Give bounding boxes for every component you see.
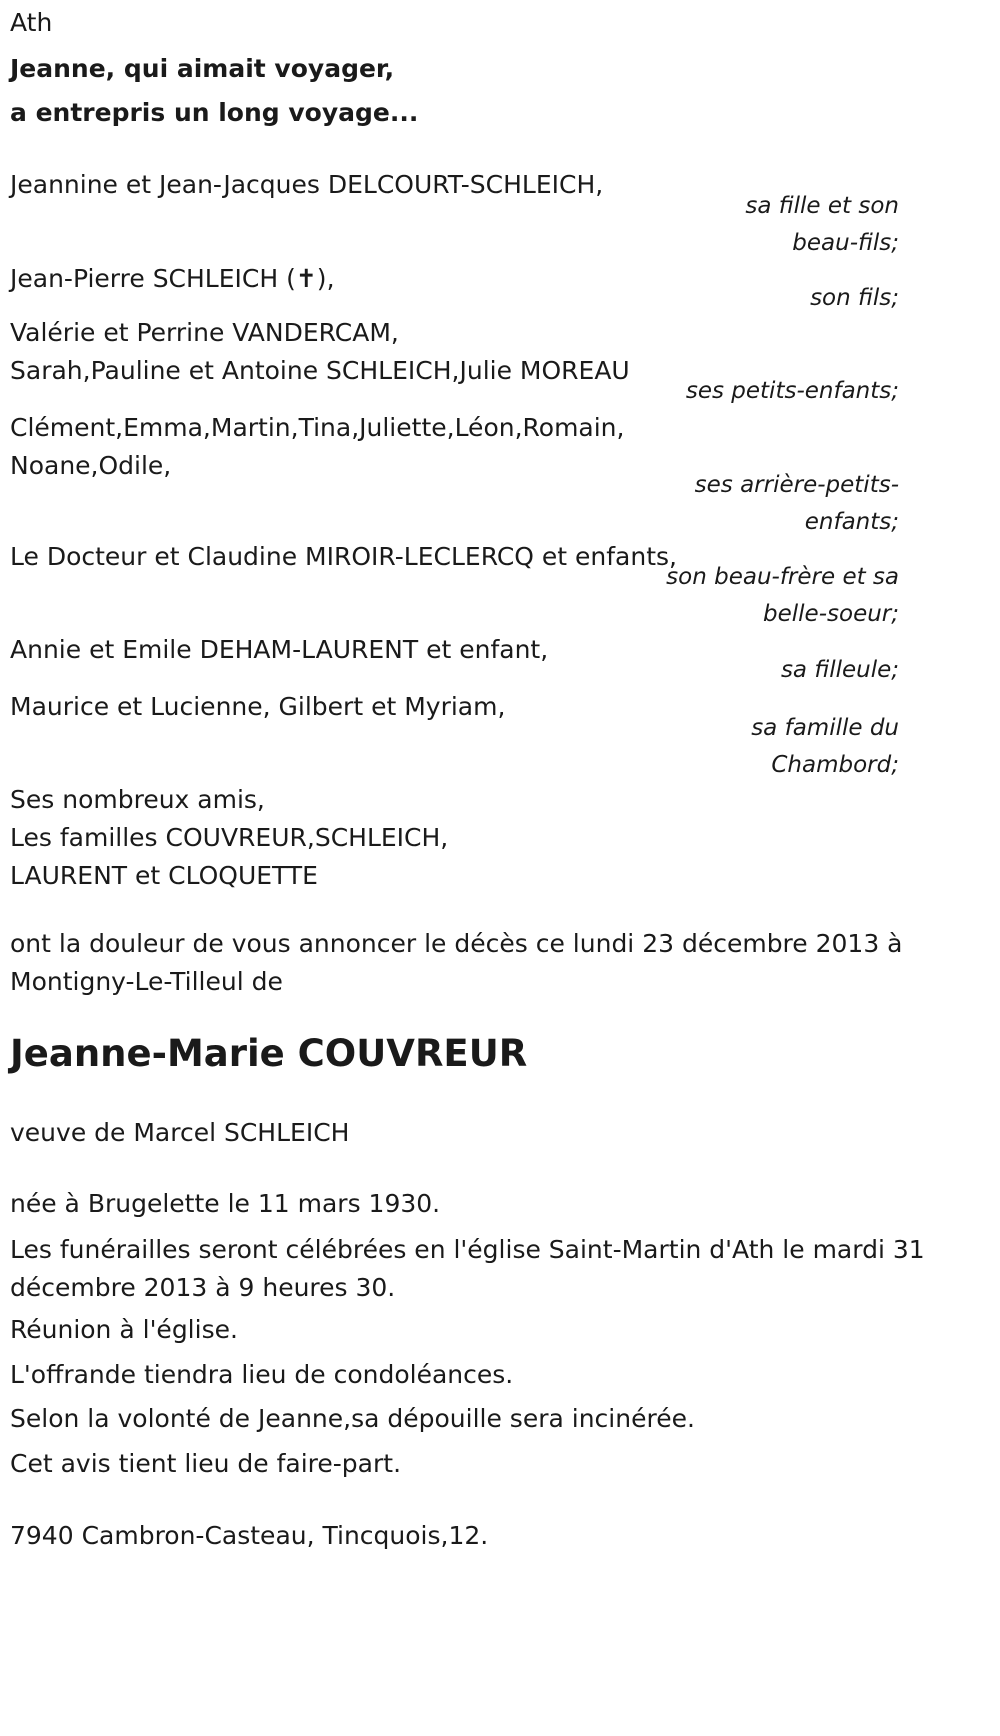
family-role: sa fille et son beau-fils; — [745, 193, 899, 256]
birth-info: née à Brugelette le 11 mars 1930. — [10, 1189, 441, 1218]
family-names: Annie et Emile DEHAM-LAURENT et enfant, — [10, 635, 549, 664]
family-role: son fils; — [810, 285, 899, 311]
notice-info: Cet avis tient lieu de faire-part. — [10, 1449, 402, 1478]
city-label: Ath — [10, 8, 53, 37]
widow-of: veuve de Marcel SCHLEICH — [10, 1118, 350, 1147]
quote-line-1: Jeanne, qui aimait voyager, — [10, 54, 395, 83]
family-role: ses arrière-petits- enfants; — [694, 472, 899, 535]
family-row — [10, 688, 899, 778]
family-row — [10, 314, 899, 404]
family-row — [10, 409, 899, 535]
friends-line: LAURENT et CLOQUETTE — [10, 861, 318, 890]
deceased-name: Jeanne-Marie COUVREUR — [10, 1032, 528, 1075]
family-names: Valérie et Perrine VANDERCAM, Sarah,Pauline et Antoine SCHLEICH,Julie MOREAU — [10, 318, 630, 385]
meeting-info: Réunion à l'église. — [10, 1315, 238, 1344]
friends-line: Les familles COUVREUR,SCHLEICH, — [10, 823, 449, 852]
family-names: Le Docteur et Claudine MIROIR-LECLERCQ et enfants, — [10, 542, 677, 571]
family-row — [10, 538, 899, 627]
friends-block — [10, 781, 895, 895]
family-role: sa filleule; — [780, 657, 899, 683]
family-row — [10, 631, 899, 683]
friends-line: Ses nombreux amis, — [10, 785, 265, 814]
family-role: son beau-frère et sa belle-soeur; — [666, 564, 899, 627]
family-names: Maurice et Lucienne, Gilbert et Myriam, — [10, 692, 506, 721]
family-role: sa famille du Chambord; — [751, 715, 899, 778]
family-row — [10, 166, 899, 256]
funeral-info: Les funérailles seront célébrées en l'église Saint-Martin d'Ath le mardi 31 décembre 2013 à 9 heures 30. — [10, 1235, 925, 1302]
address: 7940 Cambron-Casteau, Tincquois,12. — [10, 1521, 489, 1550]
family-names: Clément,Emma,Martin,Tina,Juliette,Léon,Romain, Noane,Odile, — [10, 413, 625, 480]
family-row — [10, 260, 899, 311]
family-names: Jean-Pierre SCHLEICH (✝), — [10, 264, 335, 293]
announcement-line: ont la douleur de vous annoncer le décès ce lundi 23 décembre 2013 à — [10, 929, 903, 958]
offering-info: L'offrande tiendra lieu de condoléances. — [10, 1360, 514, 1389]
announcement-block — [10, 925, 903, 1001]
family-role: ses petits-enfants; — [685, 378, 899, 404]
quote-line-2: a entrepris un long voyage... — [10, 98, 419, 127]
announcement-line: Montigny-Le-Tilleul de — [10, 967, 283, 996]
wish-info: Selon la volonté de Jeanne,sa dépouille sera incinérée. — [10, 1404, 695, 1433]
family-names: Jeannine et Jean-Jacques DELCOURT-SCHLEICH, — [10, 170, 604, 199]
